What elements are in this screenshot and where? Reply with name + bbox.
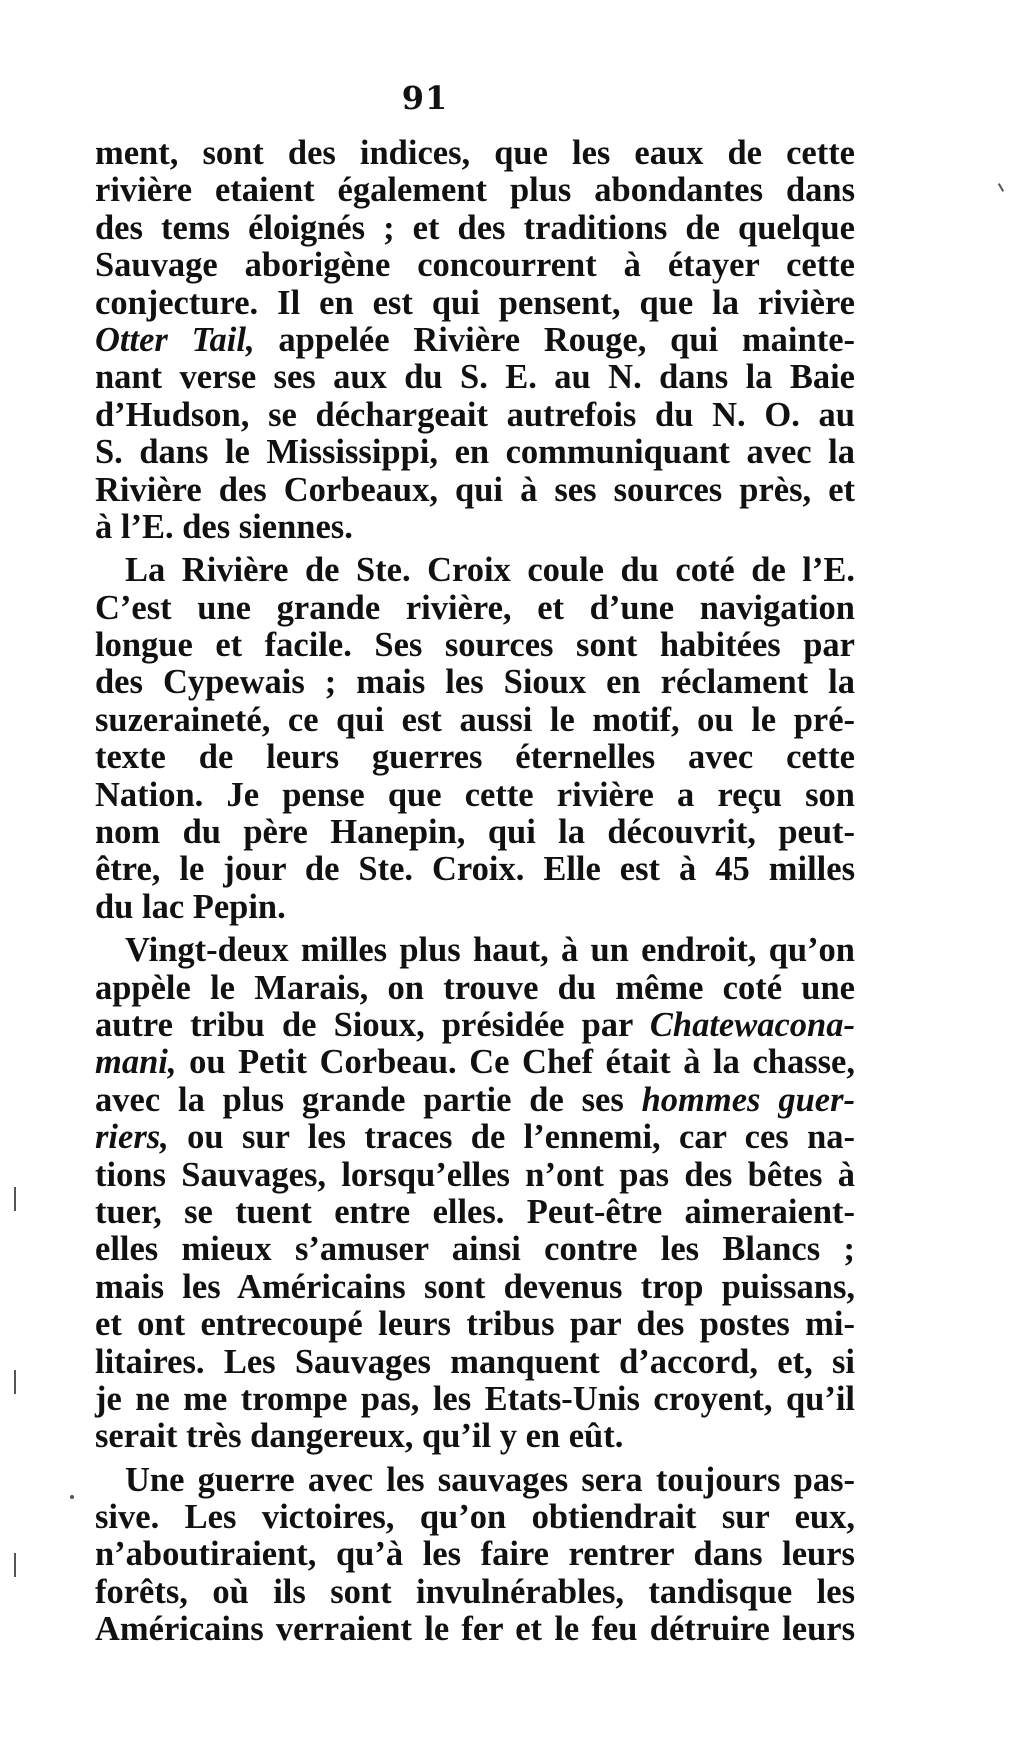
paragraph	[95, 1462, 855, 1649]
text-segment: suzeraineté, ce qui est aussi le motif, ou le pré-	[95, 700, 855, 739]
text-segment: être, le jour de Ste. Croix. Elle est à 45 milles	[95, 850, 855, 889]
margin-mark	[14, 1370, 16, 1394]
text-segment: des Cypewais ; mais les Sioux en réclament la	[95, 663, 855, 702]
text-line	[95, 359, 855, 396]
text-segment: avec la plus grande partie de ses	[95, 1080, 642, 1119]
text-line	[95, 1536, 855, 1573]
text-line	[95, 1418, 855, 1455]
text-segment: sive. Les victoires, qu’on obtiendrait sur eux,	[95, 1498, 855, 1537]
text-segment: ment, sont des indices, que les eaux de cette	[95, 134, 855, 172]
paragraph	[95, 552, 855, 926]
text-segment: tuer, se tuent entre elles. Peut-être aimeraient-	[95, 1192, 855, 1231]
body-text	[95, 135, 855, 1649]
text-segment: longue et facile. Ses sources sont habitées par	[95, 626, 855, 665]
paragraph	[95, 932, 855, 1455]
text-segment: mais les Américains sont devenus trop puissans,	[95, 1267, 855, 1306]
text-segment: La Rivière de Ste. Croix coule du coté de l’E.	[125, 551, 855, 590]
text-segment: à l’E. des siennes.	[95, 507, 353, 546]
text-segment: nom du père Hanepin, qui la découvrit, peut-	[95, 813, 855, 852]
text-line	[95, 285, 855, 322]
text-line	[95, 247, 855, 284]
text-segment: forêts, où ils sont invulnérables, tandisque les	[95, 1572, 855, 1611]
text-line	[95, 397, 855, 434]
page-number: 91	[401, 79, 449, 117]
italic-text: mani,	[95, 1043, 177, 1082]
text-segment: appèle le Marais, on trouve du même coté une	[95, 968, 855, 1007]
text-segment: appelée Rivière Rouge, qui mainte-	[254, 320, 855, 359]
text-line	[95, 1499, 855, 1536]
text-segment: S. dans le Mississippi, en communiquant avec la	[95, 433, 855, 472]
text-line	[95, 1044, 855, 1081]
text-line	[95, 1194, 855, 1231]
text-line	[95, 1381, 855, 1418]
text-line	[95, 739, 855, 776]
text-line	[95, 702, 855, 739]
text-line	[95, 135, 855, 172]
text-line	[95, 814, 855, 851]
text-segment: Nation. Je pense que cette rivière a reçu son	[95, 775, 855, 814]
text-line	[95, 851, 855, 888]
italic-text: Otter Tail,	[95, 320, 255, 359]
text-line	[95, 590, 855, 627]
text-line	[95, 889, 855, 926]
text-segment: C’est une grande rivière, et d’une navigation	[95, 588, 855, 627]
text-segment: d’Hudson, se déchargeait autrefois du N. O. au	[95, 395, 855, 434]
text-line	[95, 1082, 855, 1119]
text-line	[95, 777, 855, 814]
text-line	[95, 552, 855, 589]
text-segment: et ont entrecoupé leurs tribus par des postes mi-	[95, 1305, 855, 1344]
text-line	[95, 434, 855, 471]
text-segment: tions Sauvages, lorsqu’elles n’ont pas des bêtes à	[95, 1155, 855, 1194]
text-line	[95, 322, 855, 359]
text-line	[95, 509, 855, 546]
margin-mark	[70, 1495, 74, 1499]
text-line	[95, 1306, 855, 1343]
text-segment: litaires. Les Sauvages manquent d’accord, et, si	[95, 1342, 855, 1381]
text-line	[95, 1119, 855, 1156]
text-segment: Vingt-deux milles plus haut, à un endroit, qu’on	[125, 931, 855, 970]
italic-text: Chatewacona-	[649, 1005, 855, 1044]
text-segment: conjecture. Il en est qui pensent, que la rivière	[95, 283, 855, 322]
text-line	[95, 970, 855, 1007]
text-segment: Rivière des Corbeaux, qui à ses sources près, et	[95, 470, 855, 509]
text-line	[95, 932, 855, 969]
text-line	[95, 1462, 855, 1499]
text-line	[95, 210, 855, 247]
paragraph	[95, 135, 855, 546]
text-segment: je ne me trompe pas, les Etats-Unis croyent, qu’il	[95, 1379, 855, 1418]
text-segment: des tems éloignés ; et des traditions de quelque	[95, 208, 855, 247]
text-segment: n’aboutiraient, qu’à les faire rentrer dans leurs	[95, 1535, 855, 1574]
italic-text: riers,	[95, 1118, 169, 1157]
text-line	[95, 1344, 855, 1381]
text-segment: du lac Pepin.	[95, 887, 286, 926]
text-line	[95, 1007, 855, 1044]
margin-mark	[14, 1187, 16, 1211]
text-line	[95, 1231, 855, 1268]
text-segment: Une guerre avec les sauvages sera toujours pas-	[125, 1460, 855, 1499]
text-segment: texte de leurs guerres éternelles avec cette	[95, 738, 855, 777]
text-segment: ou Petit Corbeau. Ce Chef était à la chasse,	[176, 1043, 855, 1082]
text-line	[95, 472, 855, 509]
text-segment: Américains verraient le fer et le feu détruire leurs	[95, 1610, 855, 1649]
text-segment: Sauvage aborigène concourrent à étayer cette	[95, 246, 855, 285]
margin-mark	[14, 1553, 16, 1577]
text-segment: rivière etaient également plus abondantes dans	[95, 171, 855, 210]
margin-mark	[998, 183, 1004, 192]
text-line	[95, 1611, 855, 1648]
text-line	[95, 1574, 855, 1611]
text-segment: autre tribu de Sioux, présidée par	[95, 1005, 650, 1044]
text-line	[95, 1157, 855, 1194]
text-segment: serait très dangereux, qu’il y en eût.	[95, 1417, 624, 1456]
text-line	[95, 1269, 855, 1306]
text-segment: ou sur les traces de l’ennemi, car ces na-	[168, 1118, 855, 1157]
text-line	[95, 627, 855, 664]
italic-text: hommes guer-	[641, 1080, 855, 1119]
text-segment: nant verse ses aux du S. E. au N. dans la Baie	[95, 358, 855, 397]
text-line	[95, 172, 855, 209]
text-segment: elles mieux s’amuser ainsi contre les Blancs ;	[95, 1230, 855, 1269]
text-line	[95, 664, 855, 701]
